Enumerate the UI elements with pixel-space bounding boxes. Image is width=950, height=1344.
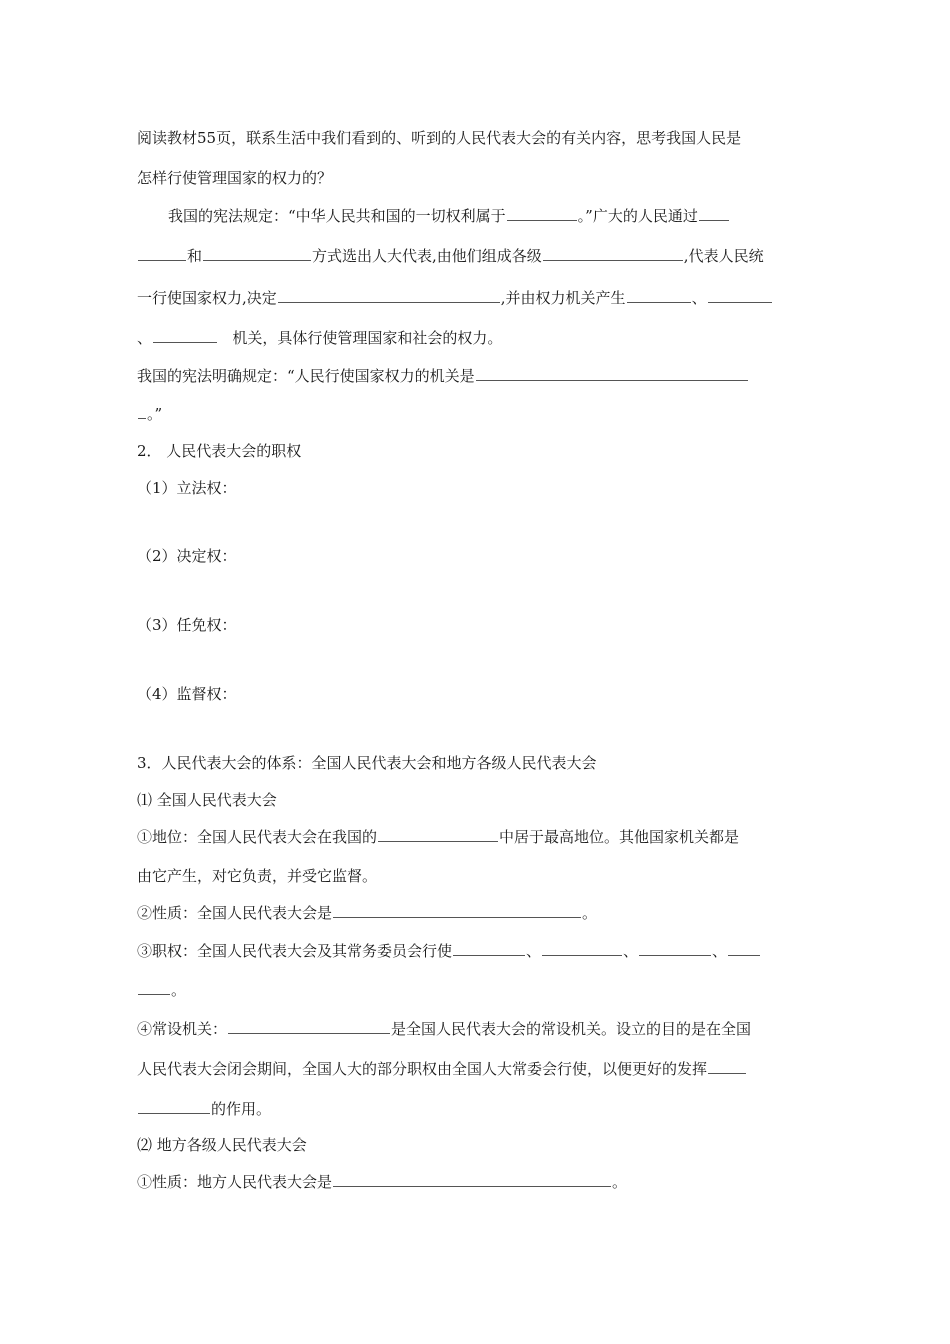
local-congress-heading: ⑵ 地方各级人民代表大会 <box>137 1136 307 1154</box>
text: 。 <box>582 904 598 922</box>
text: 、 <box>712 942 728 960</box>
text: 。 <box>171 981 187 999</box>
standing-line-2 <box>137 1059 747 1079</box>
intro-line-2: 怎样行使管理国家的权力的？ <box>137 169 333 187</box>
blank-field[interactable] <box>138 1099 210 1114</box>
text: ,代表人民统 <box>683 247 764 265</box>
blank-field[interactable] <box>476 366 748 381</box>
power-item-supervision: （4）监督权： <box>137 685 237 703</box>
text: ②性质：全国人民代表大会是 <box>137 904 333 922</box>
text: 。 <box>612 1173 628 1191</box>
text: 我国的宪法明确规定：“人民行使国家权力的机关是 <box>137 367 475 385</box>
organ-line-1 <box>137 366 749 386</box>
text: 、 <box>691 289 707 307</box>
organ-line-2 <box>137 404 162 424</box>
power-item-appointment: （3）任免权： <box>137 616 237 634</box>
blank-field[interactable] <box>728 941 760 956</box>
blank-field[interactable] <box>542 941 622 956</box>
constitution-line-1 <box>168 206 730 226</box>
status-line-1 <box>137 827 739 847</box>
status-line-2: 由它产生，对它负责，并受它监督。 <box>137 867 378 885</box>
text: 方式选出人大代表,由他们组成各级 <box>312 247 542 265</box>
text: 一行使国家权力,决定 <box>137 289 277 307</box>
text: 、 <box>137 329 153 347</box>
text: 我国的宪法规定：“中华人民共和国的一切权利属于 <box>168 207 506 225</box>
text: 。” <box>147 405 163 423</box>
power-item-decision: （2）决定权： <box>137 547 237 565</box>
powers-line-1 <box>137 941 761 961</box>
blank-field[interactable] <box>153 328 217 343</box>
blank-field[interactable] <box>627 288 691 303</box>
text: 和 <box>187 247 203 265</box>
text: ,并由权力机关产生 <box>500 289 626 307</box>
blank-field[interactable] <box>203 246 311 261</box>
blank-field[interactable] <box>378 827 498 842</box>
text: 的作用。 <box>211 1100 272 1118</box>
constitution-line-2 <box>137 246 764 266</box>
standing-line-3 <box>137 1099 271 1119</box>
text: ④常设机关： <box>137 1020 228 1038</box>
blank-field[interactable] <box>543 246 683 261</box>
national-congress-heading: ⑴ 全国人民代表大会 <box>137 791 277 809</box>
text: 、 <box>526 942 542 960</box>
blank-field[interactable] <box>708 1059 746 1074</box>
local-nature-line <box>137 1172 627 1192</box>
blank-field[interactable] <box>333 1172 611 1187</box>
text: ③职权：全国人民代表大会及其常务委员会行使 <box>137 942 453 960</box>
text: 、 <box>623 942 639 960</box>
blank-field[interactable] <box>639 941 711 956</box>
intro-line-1: 阅读教材55页，联系生活中我们看到的、听到的人民代表大会的有关内容，思考我国人民是 <box>137 129 742 147</box>
text: 机关，具体行使管理国家和社会的权力。 <box>232 329 503 347</box>
constitution-line-3 <box>137 288 773 308</box>
constitution-line-4 <box>137 328 502 348</box>
blank-field[interactable] <box>507 206 577 221</box>
text: 是全国人民代表大会的常设机关。设立的目的是在全国 <box>391 1020 752 1038</box>
blank-field[interactable] <box>699 206 729 221</box>
blank-field[interactable] <box>278 288 500 303</box>
nature-line <box>137 903 597 923</box>
blank-field[interactable] <box>138 980 170 995</box>
blank-field[interactable] <box>228 1019 390 1034</box>
standing-line-1 <box>137 1019 751 1039</box>
text: 。”广大的人民通过 <box>577 207 698 225</box>
blank-field[interactable] <box>138 246 186 261</box>
power-item-legislative: （1）立法权： <box>137 479 237 497</box>
text: ①性质：地方人民代表大会是 <box>137 1173 333 1191</box>
text: 人民代表大会闭会期间，全国人大的部分职权由全国人大常委会行使，以便更好的发挥 <box>137 1060 708 1078</box>
blank-field[interactable] <box>333 903 581 918</box>
blank-field[interactable] <box>453 941 525 956</box>
text: ①地位：全国人民代表大会在我国的 <box>137 828 378 846</box>
blank-field[interactable] <box>138 404 146 419</box>
text: 中居于最高地位。其他国家机关都是 <box>499 828 740 846</box>
section-3-heading: 3．人民代表大会的体系：全国人民代表大会和地方各级人民代表大会 <box>137 754 597 772</box>
powers-line-2 <box>137 980 186 1000</box>
section-2-heading: 2． 人民代表大会的职权 <box>137 442 302 460</box>
blank-field[interactable] <box>708 288 772 303</box>
